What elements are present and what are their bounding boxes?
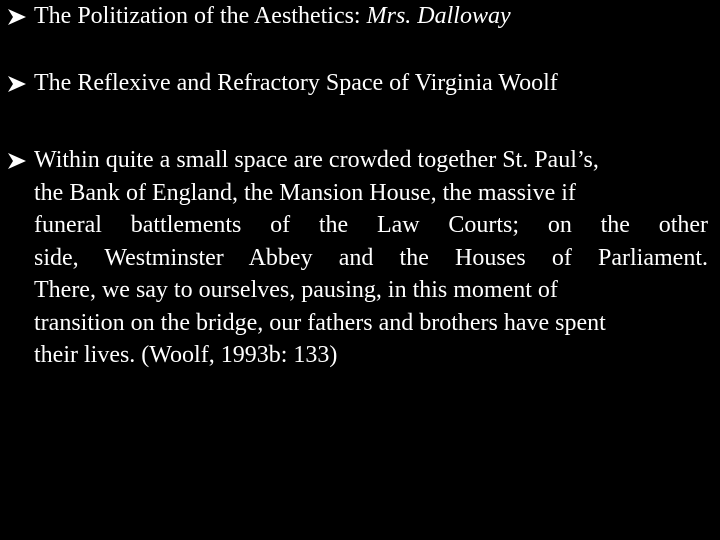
quote-line: transition on the bridge, our fathers and brothers have spent	[34, 309, 606, 336]
quote-line: side, Westminster Abbey and the Houses of Parliament.	[34, 244, 708, 271]
arrowhead-bullet-icon	[8, 67, 34, 99]
bullet-text: The Reflexive and Refractory Space of Virginia Woolf	[34, 70, 558, 96]
arrowhead-bullet-icon	[8, 144, 34, 176]
quote-line: There, we say to ourselves, pausing, in this moment of	[34, 277, 558, 303]
arrowhead-bullet-icon	[8, 0, 34, 32]
quote-line: funeral battlements of the Law Courts; on the other	[34, 212, 708, 238]
quote-line: Within quite a small space are crowded together St. Paul’s,	[34, 147, 599, 173]
bullet-item-reflexive-space	[8, 67, 708, 99]
quote-line: the Bank of England, the Mansion House, the massive if	[34, 179, 576, 206]
bullet-text-italic-title: Mrs. Dalloway	[366, 3, 511, 29]
bullet-text	[34, 0, 708, 32]
bullet-item-politization	[8, 0, 708, 32]
quote-line: their lives. (Woolf, 1993b: 133)	[34, 342, 338, 368]
bullet-item-woolf-quote	[8, 144, 708, 372]
bullet-text-plain: The Politization of the Aesthetics:	[34, 3, 367, 29]
quote-block	[34, 144, 708, 372]
